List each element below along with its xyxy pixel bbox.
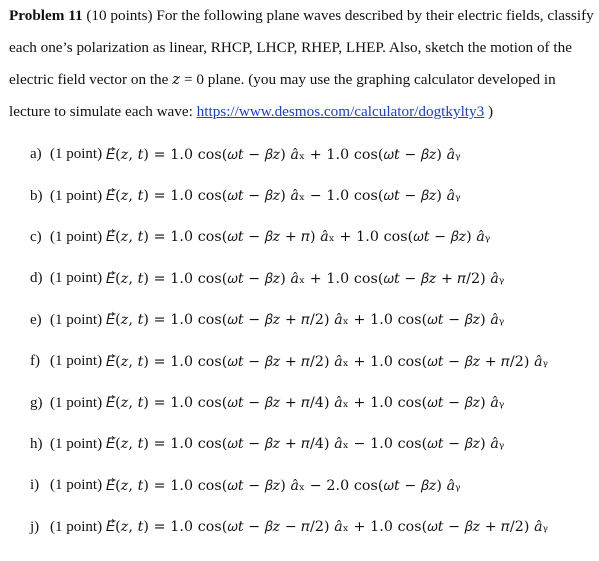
part-d xyxy=(30,258,595,299)
part-points: (1 point) xyxy=(50,228,103,245)
part-equation: 𝐸⃗(𝑧, 𝑡) = 1.0 cos(𝜔𝑡 − 𝛽𝑧 + 𝜋/2) 𝑎̂ₓ + 1.0 cos(𝜔𝑡 − 𝛽𝑧) 𝑎̂ᵧ xyxy=(106,312,505,329)
part-equation: 𝐸⃗(𝑧, 𝑡) = 1.0 cos(𝜔𝑡 − 𝛽𝑧 + 𝜋/4) 𝑎̂ₓ + 1.0 cos(𝜔𝑡 − 𝛽𝑧) 𝑎̂ᵧ xyxy=(106,395,505,412)
part-points: (1 point) xyxy=(50,394,103,411)
part-b xyxy=(30,175,595,216)
statement-line-1 xyxy=(9,0,594,32)
statement-line-4 xyxy=(9,96,594,128)
part-letter: d) xyxy=(30,270,43,287)
part-f xyxy=(30,341,595,382)
part-h xyxy=(30,424,595,465)
desmos-calculator-link[interactable]: https://www.desmos.com/calculator/dogtkylty3 xyxy=(196,103,485,120)
part-g xyxy=(30,382,595,423)
part-letter: e) xyxy=(30,311,42,328)
statement-line-4-suffix: ) xyxy=(484,103,494,120)
part-letter: i) xyxy=(30,477,40,494)
statement-line-2: each one’s polarization as linear, RHCP, LHCP, RHEP, LHEP. Also, sketch the motion of the xyxy=(9,39,572,56)
part-equation: 𝐸⃗(𝑧, 𝑡) = 1.0 cos(𝜔𝑡 − 𝛽𝑧) 𝑎̂ₓ − 2.0 cos(𝜔𝑡 − 𝛽𝑧) 𝑎̂ᵧ xyxy=(106,477,461,494)
part-equation: 𝐸⃗(𝑧, 𝑡) = 1.0 cos(𝜔𝑡 − 𝛽𝑧) 𝑎̂ₓ − 1.0 cos(𝜔𝑡 − 𝛽𝑧) 𝑎̂ᵧ xyxy=(106,188,461,205)
part-equation: 𝐸⃗(𝑧, 𝑡) = 1.0 cos(𝜔𝑡 − 𝛽𝑧) 𝑎̂ₓ + 1.0 cos(𝜔𝑡 − 𝛽𝑧 + 𝜋/2) 𝑎̂ᵧ xyxy=(106,270,505,287)
part-points: (1 point) xyxy=(50,518,103,535)
statement-line-3: electric field vector on the 𝑧 = 0 plane. (you may use the graphing calculator developed in xyxy=(9,71,556,88)
part-points: (1 point) xyxy=(50,146,103,163)
part-points: (1 point) xyxy=(50,311,103,328)
part-i xyxy=(30,465,595,506)
part-letter: g) xyxy=(30,394,43,411)
parts-list xyxy=(30,134,595,548)
part-equation: 𝐸⃗(𝑧, 𝑡) = 1.0 cos(𝜔𝑡 − 𝛽𝑧) 𝑎̂ₓ + 1.0 cos(𝜔𝑡 − 𝛽𝑧) 𝑎̂ᵧ xyxy=(106,146,461,163)
part-letter: f) xyxy=(30,353,40,370)
part-letter: c) xyxy=(30,228,42,245)
problem-statement xyxy=(9,0,594,128)
part-e xyxy=(30,300,595,341)
part-j xyxy=(30,507,595,548)
part-letter: a) xyxy=(30,146,42,163)
part-points: (1 point) xyxy=(50,353,103,370)
part-points: (1 point) xyxy=(50,477,103,494)
part-a xyxy=(30,134,595,175)
part-equation: 𝐸⃗(𝑧, 𝑡) = 1.0 cos(𝜔𝑡 − 𝛽𝑧 − 𝜋/2) 𝑎̂ₓ + 1.0 cos(𝜔𝑡 − 𝛽𝑧 + 𝜋/2) 𝑎̂ᵧ xyxy=(106,519,549,536)
part-equation: 𝐸⃗(𝑧, 𝑡) = 1.0 cos(𝜔𝑡 − 𝛽𝑧 + 𝜋) 𝑎̂ₓ + 1.0 cos(𝜔𝑡 − 𝛽𝑧) 𝑎̂ᵧ xyxy=(106,229,491,246)
part-letter: h) xyxy=(30,435,43,452)
part-letter: j) xyxy=(30,518,40,535)
statement-line-4-prefix: lecture to simulate each wave: xyxy=(9,103,197,120)
part-letter: b) xyxy=(30,187,43,204)
problem-heading: Problem 11 xyxy=(9,7,83,24)
part-equation: 𝐸⃗(𝑧, 𝑡) = 1.0 cos(𝜔𝑡 − 𝛽𝑧 + 𝜋/4) 𝑎̂ₓ − 1.0 cos(𝜔𝑡 − 𝛽𝑧) 𝑎̂ᵧ xyxy=(106,436,505,453)
part-equation: 𝐸⃗(𝑧, 𝑡) = 1.0 cos(𝜔𝑡 − 𝛽𝑧 + 𝜋/2) 𝑎̂ₓ + 1.0 cos(𝜔𝑡 − 𝛽𝑧 + 𝜋/2) 𝑎̂ᵧ xyxy=(106,353,549,370)
part-c xyxy=(30,217,595,258)
statement-line-1-text: (10 points) For the following plane waves described by their electric fields, classify xyxy=(82,7,594,24)
part-points: (1 point) xyxy=(50,187,103,204)
part-points: (1 point) xyxy=(50,270,103,287)
part-points: (1 point) xyxy=(50,435,103,452)
